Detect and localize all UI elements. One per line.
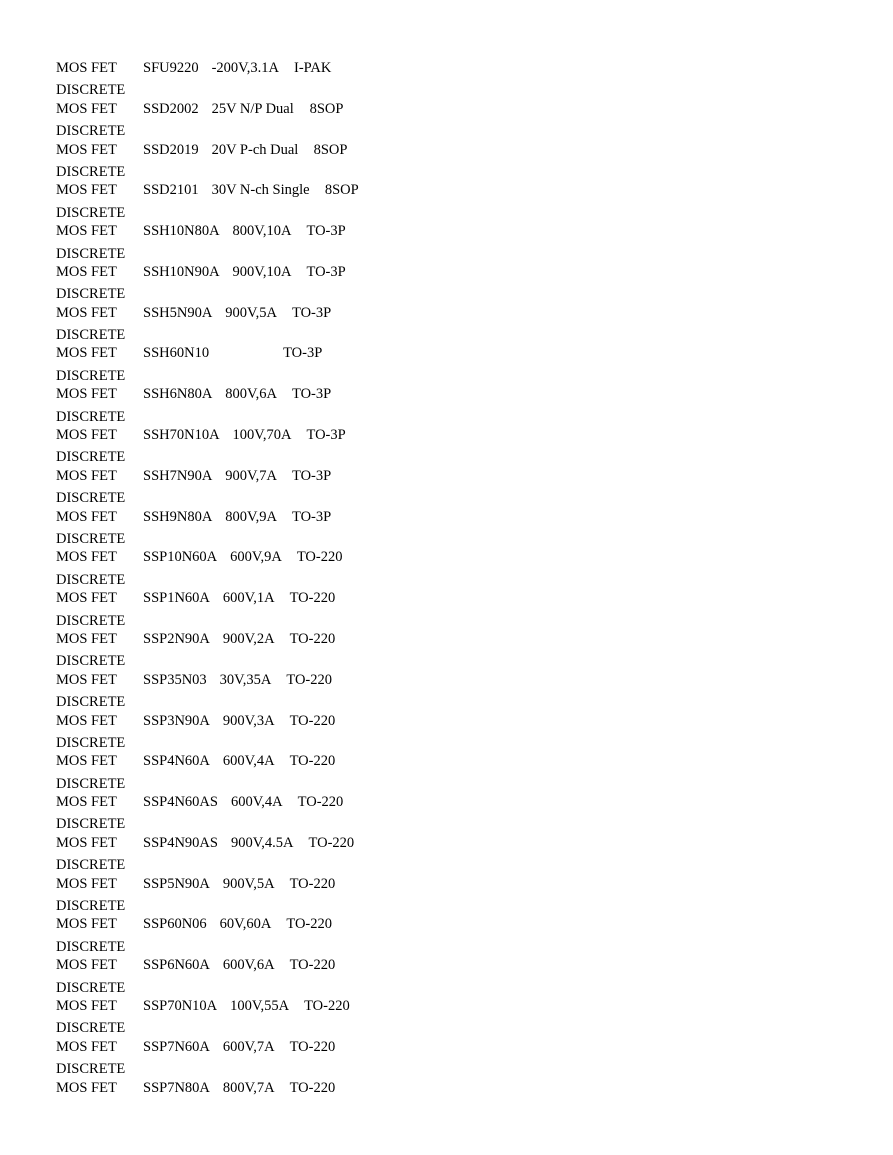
category-label: DISCRETE [56, 571, 126, 588]
part-number: SSH10N90A [143, 263, 220, 280]
part-row [56, 141, 348, 162]
part-type: MOS FET [56, 997, 117, 1014]
part-number: SSH6N80A [143, 386, 213, 403]
part-row [56, 263, 346, 284]
part-row [56, 753, 336, 773]
part-package: TO-3P [291, 467, 332, 484]
part-number: SSP4N60A [143, 753, 210, 770]
part-spec: 600V,9A [230, 549, 282, 566]
part-number: SSD2101 [143, 182, 199, 199]
part-row [56, 590, 336, 610]
part-spec: 900V,3A [222, 712, 275, 729]
category-label: DISCRETE [56, 1061, 126, 1078]
part-type: MOS FET [56, 223, 117, 240]
part-type: MOS FET [56, 549, 117, 566]
part-type: MOS FET [56, 100, 117, 117]
category-label: DISCRETE [56, 286, 126, 303]
part-number: SSP35N03 [143, 671, 207, 688]
part-number: SSP6N60A [143, 957, 210, 974]
part-package: TO-3P [306, 263, 346, 280]
part-row [56, 386, 332, 406]
part-row [56, 427, 346, 447]
part-type: MOS FET [56, 386, 117, 403]
part-number: SSD2019 [143, 141, 199, 158]
part-row [56, 100, 344, 121]
part-row [56, 630, 336, 651]
part-package: 8SOP [309, 100, 344, 117]
part-type: MOS FET [56, 753, 117, 770]
part-row [56, 60, 332, 80]
part-package: TO-220 [289, 712, 336, 729]
part-number: SSH5N90A [143, 304, 213, 321]
part-row [56, 549, 343, 569]
category-label: DISCRETE [56, 327, 126, 344]
part-package: TO-3P [306, 427, 346, 444]
part-package: TO-220 [286, 671, 333, 688]
part-spec: -200V,3.1A [211, 60, 279, 76]
part-spec: 800V,10A [232, 223, 292, 240]
part-package: TO-3P [291, 508, 332, 525]
part-number: SSH70N10A [143, 427, 220, 444]
part-number: SSH9N80A [143, 508, 213, 525]
part-package: TO-3P [283, 345, 323, 362]
part-type: MOS FET [56, 60, 117, 76]
part-spec: 600V,4A [230, 794, 283, 811]
part-number: SSP7N80A [143, 1079, 210, 1096]
part-type: MOS FET [56, 427, 117, 444]
part-package: 8SOP [324, 182, 359, 199]
part-spec: 900V,4.5A [230, 834, 294, 851]
category-label: DISCRETE [56, 490, 126, 507]
part-type: MOS FET [56, 1079, 117, 1096]
category-label: DISCRETE [56, 653, 126, 670]
part-spec: 100V,55A [230, 997, 290, 1014]
part-row [56, 997, 350, 1018]
part-package: TO-220 [289, 590, 336, 607]
part-type: MOS FET [56, 671, 117, 688]
part-package: TO-220 [289, 630, 336, 647]
part-spec: 600V,6A [222, 957, 275, 974]
category-label: DISCRETE [56, 694, 126, 711]
category-label: DISCRETE [56, 367, 126, 384]
part-type: MOS FET [56, 304, 117, 321]
part-type: MOS FET [56, 630, 117, 647]
part-row [56, 345, 323, 365]
part-type: MOS FET [56, 957, 117, 974]
part-package: TO-3P [291, 304, 332, 321]
part-row [56, 794, 344, 814]
part-row [56, 712, 336, 733]
category-label: DISCRETE [56, 734, 126, 751]
part-number: SSH7N90A [143, 467, 213, 484]
part-package: TO-220 [289, 753, 336, 770]
category-label: DISCRETE [56, 245, 126, 262]
category-label: DISCRETE [56, 775, 126, 792]
part-type: MOS FET [56, 182, 117, 199]
part-spec: 25V N/P Dual [211, 100, 294, 117]
part-spec: 30V N-ch Single [211, 182, 310, 199]
part-type: MOS FET [56, 467, 117, 484]
part-spec: 800V,7A [222, 1079, 275, 1096]
part-number: SSH10N80A [143, 223, 220, 240]
category-label: DISCRETE [56, 204, 126, 221]
part-package: TO-220 [289, 1079, 336, 1096]
category-label: DISCRETE [56, 938, 126, 955]
part-spec: 100V,70A [232, 427, 292, 444]
part-type: MOS FET [56, 141, 117, 158]
part-package: TO-3P [291, 386, 332, 403]
part-type: MOS FET [56, 712, 117, 729]
part-spec: 60V,60A [219, 916, 272, 933]
part-number: SSD2002 [143, 100, 199, 117]
part-row [56, 304, 332, 325]
part-spec: 900V,5A [222, 875, 275, 892]
part-spec: 800V,9A [225, 508, 277, 525]
category-label: DISCRETE [56, 163, 126, 180]
part-package: TO-220 [296, 549, 343, 566]
part-row [56, 957, 336, 977]
part-type: MOS FET [56, 263, 117, 280]
part-number: SSP5N90A [143, 875, 210, 892]
part-spec: 900V,5A [225, 304, 277, 321]
part-row [56, 834, 355, 855]
part-package: I-PAK [294, 60, 332, 76]
category-label: DISCRETE [56, 612, 126, 629]
part-type: MOS FET [56, 345, 117, 362]
category-label: DISCRETE [56, 1020, 126, 1037]
part-type: MOS FET [56, 834, 117, 851]
part-type: MOS FET [56, 794, 117, 811]
parts-list [56, 60, 359, 1100]
part-number: SFU9220 [143, 60, 199, 76]
category-label: DISCRETE [56, 123, 126, 140]
part-package: TO-220 [289, 957, 336, 974]
category-label: DISCRETE [56, 82, 126, 99]
part-type: MOS FET [56, 590, 117, 607]
part-row [56, 182, 359, 202]
part-number: SSP1N60A [143, 590, 210, 607]
category-label: DISCRETE [56, 979, 126, 996]
part-package: TO-3P [306, 223, 346, 240]
part-package: TO-220 [286, 916, 333, 933]
part-type: MOS FET [56, 916, 117, 933]
part-spec: 900V,10A [232, 263, 292, 280]
part-type: MOS FET [56, 875, 117, 892]
part-row [56, 671, 333, 692]
part-package: TO-220 [304, 997, 350, 1014]
category-label: DISCRETE [56, 530, 126, 547]
part-number: SSP7N60A [143, 1038, 210, 1055]
category-label: DISCRETE [56, 898, 126, 915]
part-row [56, 467, 332, 488]
part-number: SSP4N90AS [143, 834, 218, 851]
part-row [56, 1038, 336, 1059]
part-package: 8SOP [313, 141, 348, 158]
part-number: SSP60N06 [143, 916, 207, 933]
part-package: TO-220 [289, 1038, 336, 1055]
category-label: DISCRETE [56, 816, 126, 833]
part-row [56, 223, 346, 243]
part-number: SSP10N60A [143, 549, 218, 566]
category-label: DISCRETE [56, 408, 126, 425]
part-row [56, 1079, 336, 1100]
part-number: SSP4N60AS [143, 794, 218, 811]
part-spec: 20V P-ch Dual [211, 141, 299, 158]
part-row [56, 508, 332, 529]
part-number: SSH60N10 [143, 345, 210, 362]
part-spec: 600V,7A [222, 1038, 275, 1055]
part-spec: 800V,6A [225, 386, 277, 403]
part-package: TO-220 [308, 834, 355, 851]
part-number: SSP3N90A [143, 712, 210, 729]
part-spec: 900V,7A [225, 467, 277, 484]
part-package: TO-220 [297, 794, 344, 811]
part-spec: 900V,2A [222, 630, 275, 647]
category-label: DISCRETE [56, 857, 126, 874]
part-number: SSP70N10A [143, 997, 218, 1014]
part-number: SSP2N90A [143, 630, 210, 647]
part-spec: 600V,1A [222, 590, 275, 607]
category-label: DISCRETE [56, 449, 126, 466]
part-spec: 30V,35A [219, 671, 272, 688]
part-package: TO-220 [289, 875, 336, 892]
part-spec: 600V,4A [222, 753, 275, 770]
part-row [56, 916, 333, 936]
part-type: MOS FET [56, 1038, 117, 1055]
part-row [56, 875, 336, 896]
part-type: MOS FET [56, 508, 117, 525]
